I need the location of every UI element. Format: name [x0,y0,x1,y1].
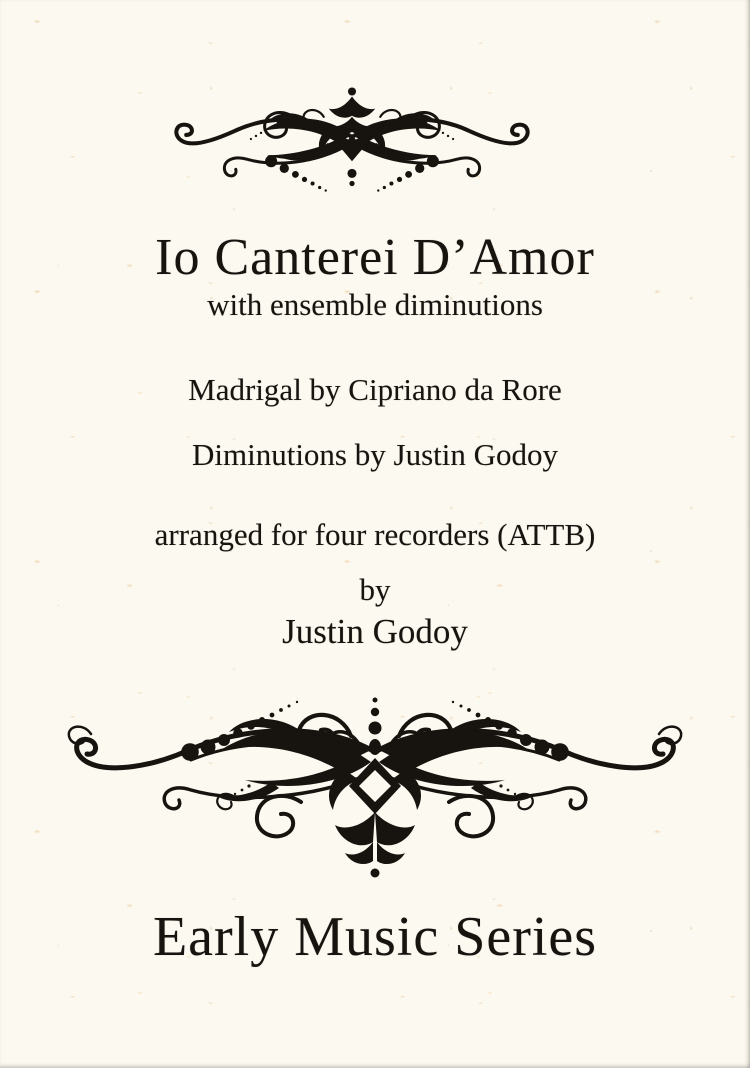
composer-credit: Madrigal by Cipriano da Rore [188,372,562,407]
cover-subtitle: with ensemble diminutions [207,287,543,322]
bottom-flourish-icon [38,694,712,880]
series-title: Early Music Series [152,906,598,968]
arrangement-note: arranged for four recorders (ATTB) [154,517,596,552]
by-label: by [359,572,391,607]
cover-title: Io Canterei D’Amor [155,229,595,286]
diminutions-credit: Diminutions by Justin Godoy [191,437,558,472]
top-flourish-icon [164,84,540,194]
arranger-name: Justin Godoy [282,612,468,651]
